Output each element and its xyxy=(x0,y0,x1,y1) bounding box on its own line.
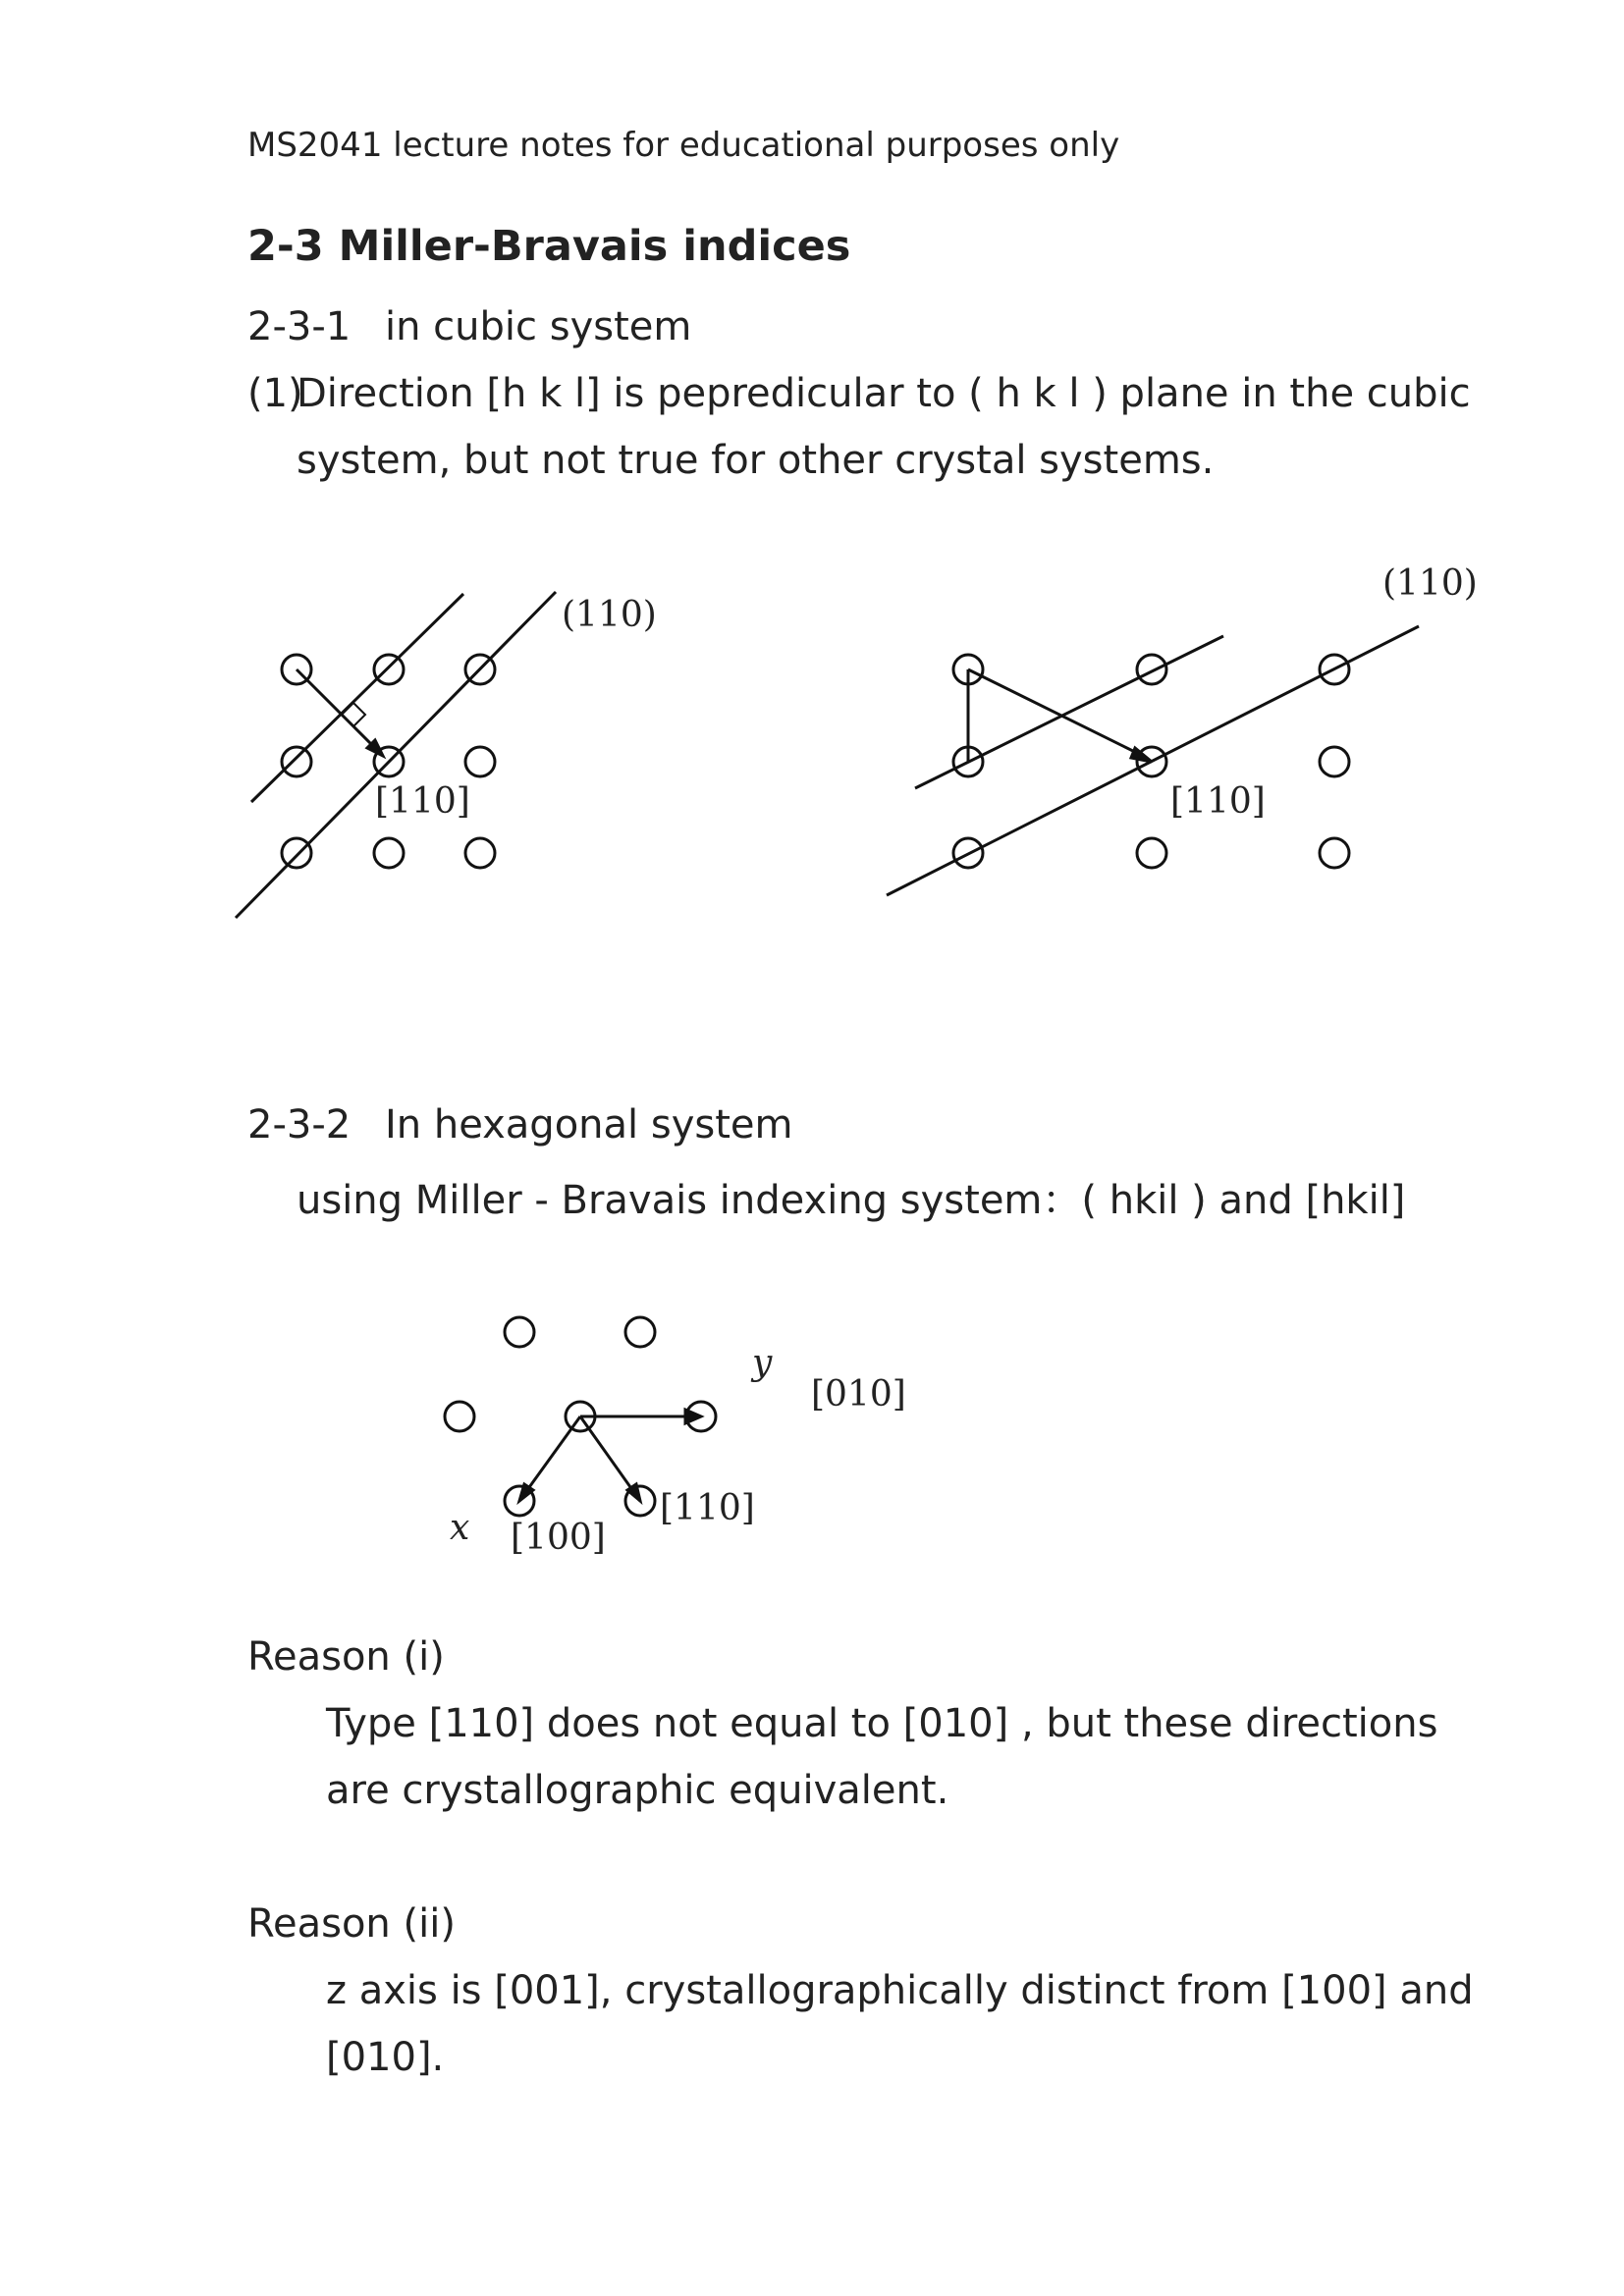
reason-1-title: Reason (i) xyxy=(247,1634,445,1680)
plane-line-110 xyxy=(236,592,556,918)
hex-direction-010: [010] xyxy=(811,1374,906,1415)
lattice-point xyxy=(282,747,311,776)
lattice-point xyxy=(953,655,983,684)
lattice-point xyxy=(953,838,983,868)
lattice-point xyxy=(374,838,404,868)
direction-arrow-100 xyxy=(519,1416,580,1501)
subsection-2-number: 2-3-2 xyxy=(247,1102,352,1148)
lattice-point xyxy=(1137,655,1166,684)
page-header: MS2041 lecture notes for educational purposes only xyxy=(247,126,1120,165)
arrow-head xyxy=(367,740,383,756)
arrow-head xyxy=(1131,748,1152,762)
direction-arrow-110 xyxy=(580,1416,640,1501)
lattice-point xyxy=(1137,838,1166,868)
oblique-direction-label: [110] xyxy=(1170,781,1266,822)
item-1-line-1: Direction [h k l] is pepredicular to ( h k l ) plane in the cubic xyxy=(297,371,1471,416)
figure-hex xyxy=(445,1317,716,1516)
figure-cubic xyxy=(236,592,556,918)
lattice-point xyxy=(625,1317,655,1347)
cubic-direction-label: [110] xyxy=(375,781,470,822)
cubic-plane-label: (110) xyxy=(562,595,657,635)
right-angle-mark xyxy=(342,703,365,726)
item-1-line-2: system, but not true for other crystal systems. xyxy=(297,438,1215,483)
hex-direction-110: [110] xyxy=(660,1488,755,1528)
hex-direction-100: [100] xyxy=(511,1518,606,1558)
lattice-point xyxy=(465,747,495,776)
lattice-point xyxy=(465,655,495,684)
plane-line-110 xyxy=(251,594,463,802)
subsection-2-description: using Miller - Bravais indexing system：( hkil ) and [hkil] xyxy=(297,1178,1406,1223)
lattice-point xyxy=(282,838,311,868)
reason-2-line-2: [010]. xyxy=(326,2035,445,2080)
lattice-point xyxy=(445,1402,474,1431)
lattice-point xyxy=(953,747,983,776)
plane-line-110 xyxy=(887,626,1419,895)
arrow-head xyxy=(685,1410,701,1423)
lattice-point xyxy=(1320,655,1349,684)
lattice-point xyxy=(1320,838,1349,868)
lattice-point xyxy=(505,1317,534,1347)
reason-2-title: Reason (ii) xyxy=(247,1901,456,1947)
subsection-2-title: In hexagonal system xyxy=(385,1102,793,1148)
lattice-point xyxy=(625,1486,655,1516)
direction-arrow-110 xyxy=(968,669,1145,757)
item-1-marker: (1) xyxy=(247,371,303,416)
y-axis-label: y xyxy=(752,1343,773,1383)
lattice-point xyxy=(374,747,404,776)
x-axis-label: x xyxy=(450,1508,470,1548)
lattice-point xyxy=(1137,747,1166,776)
reason-1-line-2: are crystallographic equivalent. xyxy=(326,1768,949,1813)
lattice-point xyxy=(1320,747,1349,776)
subsection-1-number: 2-3-1 xyxy=(247,304,352,349)
direction-arrow-110 xyxy=(297,669,383,756)
arrow-head xyxy=(627,1484,640,1501)
figure-oblique xyxy=(887,626,1419,895)
arrow-head xyxy=(519,1484,533,1501)
reason-2-line-1: z axis is [001], crystallographically distinct from [100] and xyxy=(326,1968,1474,2013)
oblique-plane-label: (110) xyxy=(1382,563,1478,604)
lattice-point xyxy=(282,655,311,684)
subsection-1-title: in cubic system xyxy=(385,304,692,349)
lattice-point xyxy=(374,655,404,684)
lattice-point xyxy=(505,1486,534,1516)
lattice-point xyxy=(465,838,495,868)
plane-line-110 xyxy=(915,636,1223,788)
reason-1-line-1: Type [110] does not equal to [010] , but these directions xyxy=(326,1701,1438,1746)
section-title: 2-3 Miller-Bravais indices xyxy=(247,222,851,271)
lattice-point xyxy=(566,1402,595,1431)
lattice-point xyxy=(686,1402,716,1431)
